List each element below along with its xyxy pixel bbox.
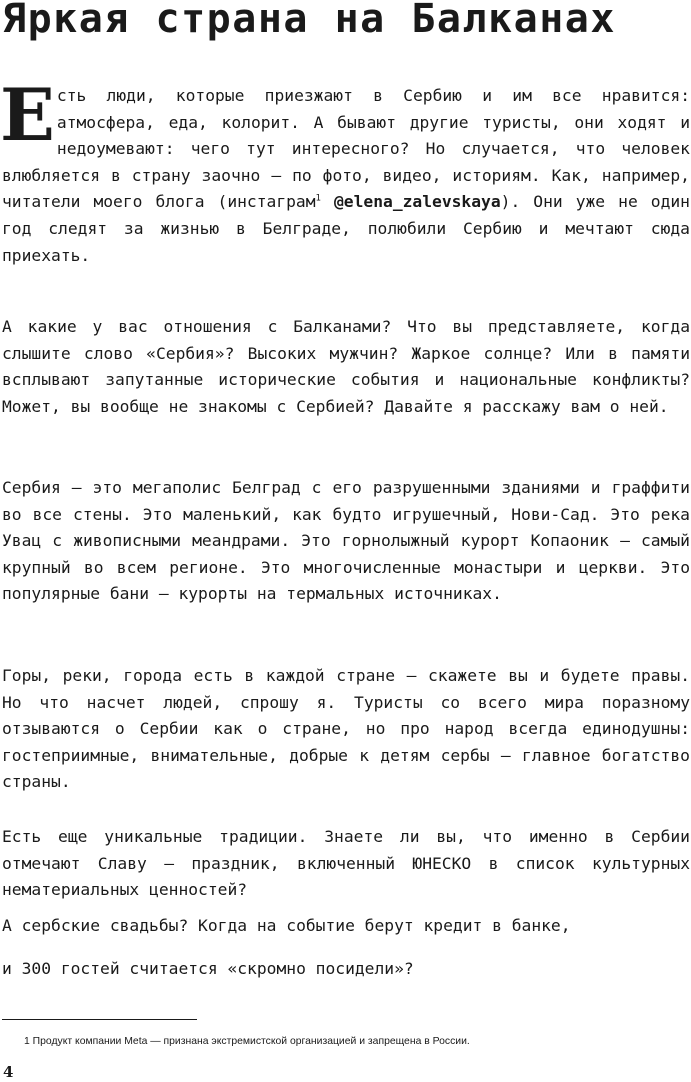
- paragraph-guests: и 300 гостей считается «скромно посидели»?: [2, 959, 414, 978]
- drop-cap: Е: [0, 72, 55, 157]
- footnote-ref: 1: [315, 193, 321, 204]
- intro-paragraph: [0, 72, 690, 269]
- footnote-divider: [2, 1019, 197, 1020]
- footnote-text: 1 Продукт компании Meta — признана экстремистской организацией и запрещена в России.: [24, 1036, 470, 1047]
- page-number: 4: [3, 1063, 14, 1081]
- paragraph-balkans: А какие у вас отношения с Балканами? Что вы представляете, когда слышите слово «Сербия»? Высоких мужчин? Жаркое солнце? Или в памяти всплывают запутанные исторические события и национальные конфликты? Может, вы вообще не знакомы с Сербией? Давайте я расскажу вам о ней.: [2, 317, 690, 416]
- page-title: Яркая страна на Балканах: [2, 0, 616, 42]
- paragraph-traditions: Есть еще уникальные традиции. Знаете ли вы, что именно в Сербии отмечают Славу – праздник, включенный ЮНЕСКО в список культурных нематериальных ценностей?: [2, 827, 690, 900]
- blog-handle: @elena_zalevskaya: [334, 192, 501, 212]
- intro-text-end: ). Они уже не один год следят за жизнью в Белграде, полюбили Сербию и мечтают сюда приехать.: [2, 192, 690, 265]
- intro-text-start: сть люди, которые приезжают в Сербию и им все нравится: атмосфера, еда, колорит. А бывают другие туристы, они ходят и недоумевают: чего тут интересного? Но случается, что человек влюбляется в страну заочно – по фото, видео, историям. Как, например, читатели моего блога (инстаграм: [2, 86, 690, 212]
- paragraph-people: Горы, реки, города есть в каждой стране – скажете вы и будете правы. Но что насчет людей, спрошу я. Туристы со всего мира поразному отзываются о Сербии как о стране, но про народ всегда единодушны: гостеприимные, внимательные, добрые к детям сербы – главное богатство страны.: [2, 666, 690, 792]
- paragraph-serbia-places: Сербия – это мегаполис Белград с его разрушенными зданиями и граффити во все стены. Это маленький, как будто игрушечный, Нови-Сад. Это река Увац с живописными меандрами. Это горнолыжный курорт Копаоник – самый крупный во всем регионе. Это многочисленные монастыри и церкви. Это популярные бани – курорты на термальных источниках.: [2, 478, 690, 604]
- paragraph-weddings: А сербские свадьбы? Когда на событие берут кредит в банке,: [2, 916, 571, 935]
